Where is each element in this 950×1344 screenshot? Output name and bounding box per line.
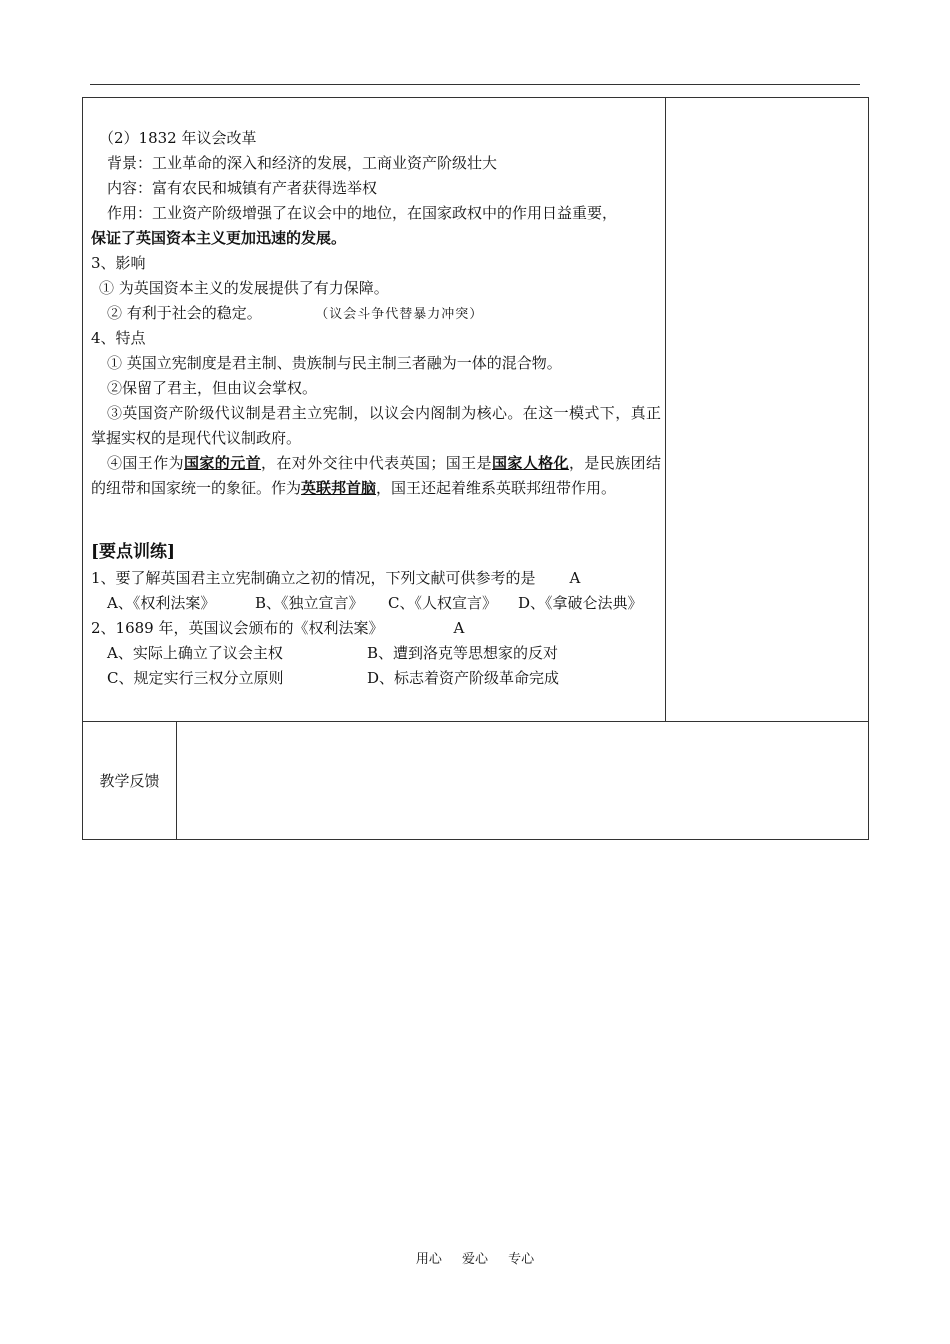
question-2-option-c: C、规定实行三权分立原则: [107, 669, 284, 687]
influence-item-2-note: （议会斗争代替暴力冲突）: [321, 307, 484, 322]
footer-item-2: 爱心: [461, 1252, 488, 1267]
features-item-2: ②保留了君主，但由议会掌权。: [107, 379, 318, 397]
feedback-label: 教学反馈: [83, 721, 177, 839]
personification-term: 国家人格化: [491, 454, 569, 472]
notes-cell: [666, 98, 868, 721]
question-2: [91, 616, 661, 641]
question-2-text: 2、1689 年，英国议会颁布的《权利法案》: [91, 619, 384, 637]
lesson-table: [82, 97, 869, 840]
features-item-4: [91, 451, 661, 526]
question-1-answer: A: [569, 569, 581, 587]
feedback-body: [177, 721, 868, 839]
reform-effect-bold: 保证了英国资本主义更加迅速的发展。: [91, 229, 347, 247]
influence-item-1: ① 为英国资本主义的发展提供了有力保障。: [99, 279, 389, 297]
question-2-option-a: A、实际上确立了议会主权: [107, 644, 283, 662]
reform-content: 内容：富有农民和城镇有产者获得选举权: [107, 179, 378, 197]
features-item-4-c: ，在对外交往中代表英国；国王是: [261, 454, 492, 472]
training-title: [要点训练]: [91, 542, 176, 562]
header-rule: [90, 84, 860, 85]
commonwealth-head-term: 英联邦首脑: [301, 479, 377, 497]
lesson-content: [91, 126, 661, 691]
reform-background: 背景：工业革命的深入和经济的发展，工商业资产阶级壮大: [107, 154, 498, 172]
head-of-state-term: 国家的元首: [184, 454, 261, 472]
features-item-4-e: ，是民族团结的纽带和国家统一的象征。作为: [91, 454, 661, 497]
question-2-option-b: B、遭到洛克等思想家的反对: [367, 644, 559, 662]
question-2-options-row-1: [91, 641, 661, 666]
features-heading: 4、特点: [91, 329, 146, 347]
question-1-option-a: A、《权利法案》: [107, 594, 216, 612]
influence-item-2: [91, 301, 661, 326]
question-2-options-row-2: [91, 666, 661, 691]
features-item-4-a: ④国王作为: [107, 454, 184, 472]
question-2-option-d: D、标志着资产阶级革命完成: [367, 669, 560, 687]
spacer: [91, 526, 661, 539]
question-1-option-d: D、《拿破仑法典》: [518, 594, 643, 612]
influence-item-2-text: ② 有利于社会的稳定。: [107, 304, 262, 322]
influence-heading: 3、影响: [91, 254, 146, 272]
page-footer: [0, 1248, 950, 1267]
footer-item-3: 专心: [508, 1252, 535, 1267]
features-item-1: ① 英国立宪制度是君主制、贵族制与民主制三者融为一体的混合物。: [107, 354, 562, 372]
question-1-options: [91, 591, 661, 616]
question-2-answer: A: [453, 619, 465, 637]
reform-title: （2）1832 年议会改革: [99, 129, 257, 147]
reform-effect: 作用：工业资产阶级增强了在议会中的地位，在国家政权中的作用日益重要，: [107, 204, 618, 222]
question-1: [91, 566, 661, 591]
features-item-4-g: ，国王还起着维系英联邦纽带作用。: [376, 479, 617, 497]
features-item-3: [91, 401, 661, 451]
question-1-option-c: C、《人权宣言》: [388, 594, 497, 612]
content-cell: [83, 98, 666, 721]
features-item-3-text: ③英国资产阶级代议制是君主立宪制，以议会内阁制为核心。在这一模式下，真正掌握实权的是现代代议制政府。: [91, 404, 661, 447]
question-1-text: 1、要了解英国君主立宪制确立之初的情况，下列文献可供参考的是: [91, 569, 536, 587]
footer-item-1: 用心: [415, 1252, 442, 1267]
question-1-option-b: B、《独立宣言》: [255, 594, 364, 612]
